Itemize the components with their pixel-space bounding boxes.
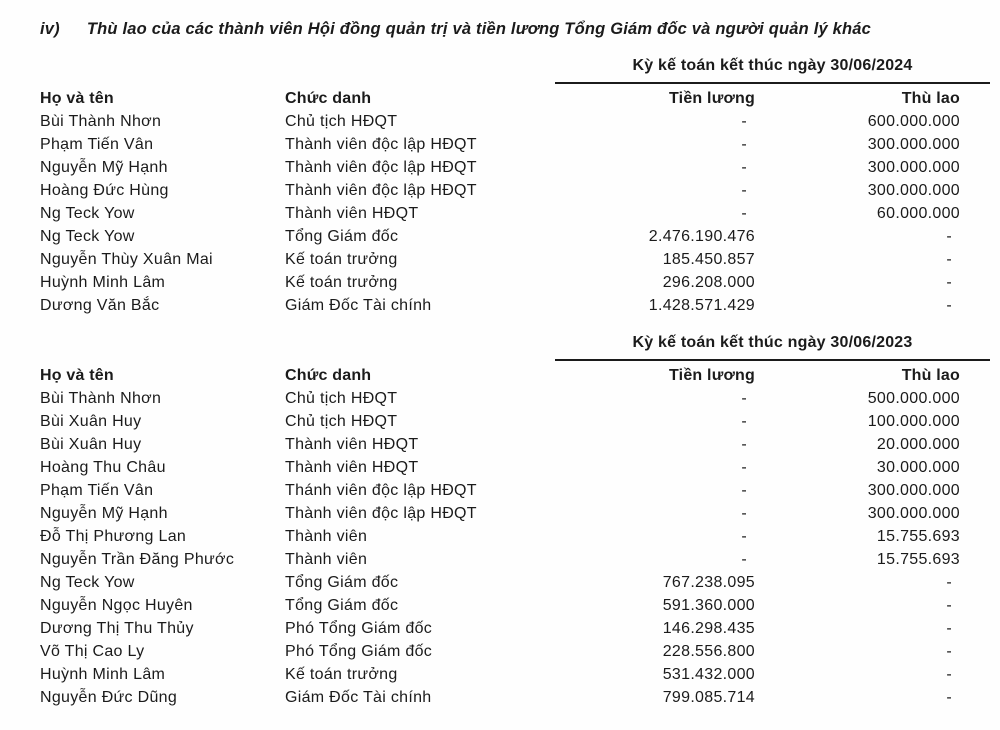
column-header-name: Họ và tên	[40, 367, 114, 384]
table-row	[40, 387, 990, 410]
cell-remuneration: -	[946, 643, 952, 660]
cell-salary: 146.298.435	[662, 620, 755, 637]
section-heading-index: iv)	[40, 20, 60, 38]
cell-position: Tổng Giám đốc	[285, 228, 399, 245]
cell-salary: -	[741, 390, 747, 407]
cell-position: Kế toán trưởng	[285, 274, 398, 291]
cell-name: Bùi Thành Nhơn	[40, 113, 162, 130]
cell-position: Tổng Giám đốc	[285, 574, 399, 591]
cell-salary: -	[741, 205, 747, 222]
cell-salary: 296.208.000	[662, 274, 755, 291]
table-row	[40, 617, 990, 640]
cell-remuneration: 300.000.000	[867, 505, 960, 522]
cell-position: Thành viên HĐQT	[285, 459, 419, 476]
cell-salary: -	[741, 436, 747, 453]
column-header-spacer	[960, 88, 990, 110]
table-row	[40, 410, 990, 433]
cell-salary: 1.428.571.429	[648, 297, 755, 314]
cell-remuneration: 60.000.000	[876, 205, 960, 222]
cell-salary: 228.556.800	[662, 643, 755, 660]
period-section-2024	[40, 56, 990, 317]
table-row	[40, 571, 990, 594]
table-row	[40, 225, 990, 248]
row-spacer	[960, 179, 990, 202]
row-spacer	[960, 456, 990, 479]
column-header-name: Họ và tên	[40, 90, 114, 107]
table-row	[40, 433, 990, 456]
cell-salary: -	[741, 505, 747, 522]
column-header-row	[40, 88, 990, 110]
cell-remuneration: 300.000.000	[867, 182, 960, 199]
cell-remuneration: -	[946, 620, 952, 637]
cell-remuneration: -	[946, 666, 952, 683]
cell-name: Võ Thị Cao Ly	[40, 643, 145, 660]
period-title: Kỳ kế toán kết thúc ngày 30/06/2023	[632, 334, 913, 351]
cell-name: Nguyễn Ngọc Huyên	[40, 597, 193, 614]
cell-salary: 591.360.000	[662, 597, 755, 614]
period-title: Kỳ kế toán kết thúc ngày 30/06/2024	[632, 57, 913, 74]
cell-name: Ng Teck Yow	[40, 574, 135, 591]
cell-name: Dương Văn Bắc	[40, 297, 160, 314]
cell-position: Thành viên độc lập HĐQT	[285, 182, 477, 199]
cell-salary: -	[741, 528, 747, 545]
table-row	[40, 248, 990, 271]
cell-name: Phạm Tiến Vân	[40, 482, 154, 499]
section-heading	[40, 18, 990, 40]
cell-name: Nguyễn Mỹ Hạnh	[40, 159, 168, 176]
cell-remuneration: -	[946, 297, 952, 314]
row-spacer	[960, 640, 990, 663]
table-row	[40, 156, 990, 179]
table-body-2024	[40, 110, 990, 317]
row-spacer	[960, 525, 990, 548]
cell-salary: -	[741, 182, 747, 199]
column-header-position: Chức danh	[285, 90, 372, 107]
cell-position: Thành viên	[285, 551, 368, 568]
cell-name: Đỗ Thị Phương Lan	[40, 528, 187, 545]
row-spacer	[960, 663, 990, 686]
cell-remuneration: -	[946, 228, 952, 245]
cell-name: Bùi Thành Nhơn	[40, 390, 162, 407]
cell-remuneration: -	[946, 574, 952, 591]
table-row	[40, 525, 990, 548]
cell-salary: -	[741, 136, 747, 153]
row-spacer	[960, 133, 990, 156]
table-row	[40, 502, 990, 525]
row-spacer	[960, 156, 990, 179]
row-spacer	[960, 271, 990, 294]
cell-salary: 185.450.857	[662, 251, 755, 268]
column-header-remuneration: Thù lao	[901, 367, 960, 384]
table-row	[40, 479, 990, 502]
column-header-position: Chức danh	[285, 367, 372, 384]
column-header-spacer	[960, 365, 990, 387]
cell-name: Hoàng Thu Châu	[40, 459, 166, 476]
section-heading-text: Thù lao của các thành viên Hội đồng quản trị và tiền lương Tổng Giám đốc và người quản lý khác	[86, 20, 872, 38]
cell-position: Thành viên	[285, 528, 368, 545]
cell-remuneration: 300.000.000	[867, 136, 960, 153]
cell-name: Ng Teck Yow	[40, 205, 135, 222]
row-spacer	[960, 502, 990, 525]
cell-salary: -	[741, 113, 747, 130]
cell-name: Nguyễn Thùy Xuân Mai	[40, 251, 213, 268]
cell-salary: 2.476.190.476	[648, 228, 755, 245]
table-row	[40, 456, 990, 479]
table-row	[40, 271, 990, 294]
row-spacer	[960, 410, 990, 433]
cell-remuneration: -	[946, 251, 952, 268]
cell-position: Thành viên độc lập HĐQT	[285, 136, 477, 153]
period-header-2024	[555, 56, 990, 84]
column-header-row	[40, 365, 990, 387]
cell-position: Giám Đốc Tài chính	[285, 297, 432, 314]
cell-position: Thành viên độc lập HĐQT	[285, 159, 477, 176]
row-spacer	[960, 202, 990, 225]
table-row	[40, 179, 990, 202]
row-spacer	[960, 387, 990, 410]
cell-position: Giám Đốc Tài chính	[285, 689, 432, 706]
row-spacer	[960, 479, 990, 502]
table-body-2023	[40, 387, 990, 709]
cell-name: Hoàng Đức Hùng	[40, 182, 169, 199]
row-spacer	[960, 248, 990, 271]
column-header-salary: Tiền lương	[669, 367, 755, 384]
cell-position: Kế toán trưởng	[285, 251, 398, 268]
cell-remuneration: -	[946, 689, 952, 706]
cell-salary: -	[741, 159, 747, 176]
table-row	[40, 133, 990, 156]
column-header-salary: Tiền lương	[669, 90, 755, 107]
cell-remuneration: 300.000.000	[867, 159, 960, 176]
period-section-2023	[40, 333, 990, 709]
cell-position: Thành viên HĐQT	[285, 436, 419, 453]
cell-salary: 767.238.095	[662, 574, 755, 591]
table-row	[40, 202, 990, 225]
cell-position: Chủ tịch HĐQT	[285, 390, 398, 407]
cell-position: Thành viên độc lập HĐQT	[285, 505, 477, 522]
cell-salary: -	[741, 482, 747, 499]
cell-name: Ng Teck Yow	[40, 228, 135, 245]
row-spacer	[960, 433, 990, 456]
cell-position: Phó Tổng Giám đốc	[285, 643, 433, 660]
cell-salary: -	[741, 459, 747, 476]
cell-name: Nguyễn Mỹ Hạnh	[40, 505, 168, 522]
column-header-remuneration: Thù lao	[901, 90, 960, 107]
row-spacer	[960, 686, 990, 709]
row-spacer	[960, 294, 990, 317]
row-spacer	[960, 548, 990, 571]
table-row	[40, 294, 990, 317]
cell-remuneration: -	[946, 597, 952, 614]
cell-position: Tổng Giám đốc	[285, 597, 399, 614]
cell-remuneration: -	[946, 274, 952, 291]
row-spacer	[960, 571, 990, 594]
cell-remuneration: 600.000.000	[867, 113, 960, 130]
row-spacer	[960, 617, 990, 640]
cell-position: Phó Tổng Giám đốc	[285, 620, 433, 637]
cell-salary: -	[741, 551, 747, 568]
cell-name: Nguyễn Trần Đăng Phước	[40, 551, 235, 568]
cell-salary: 799.085.714	[662, 689, 755, 706]
cell-remuneration: 20.000.000	[876, 436, 960, 453]
row-spacer	[960, 594, 990, 617]
cell-position: Chủ tịch HĐQT	[285, 413, 398, 430]
cell-remuneration: 30.000.000	[876, 459, 960, 476]
table-row	[40, 640, 990, 663]
cell-name: Nguyễn Đức Dũng	[40, 689, 178, 706]
cell-name: Phạm Tiến Vân	[40, 136, 154, 153]
cell-remuneration: 15.755.693	[876, 551, 960, 568]
cell-name: Bùi Xuân Huy	[40, 413, 142, 430]
table-row	[40, 686, 990, 709]
cell-remuneration: 100.000.000	[867, 413, 960, 430]
cell-remuneration: 300.000.000	[867, 482, 960, 499]
cell-salary: -	[741, 413, 747, 430]
row-spacer	[960, 225, 990, 248]
row-spacer	[960, 110, 990, 133]
cell-name: Huỳnh Minh Lâm	[40, 274, 166, 291]
table-row	[40, 548, 990, 571]
cell-name: Dương Thị Thu Thủy	[40, 620, 194, 637]
cell-name: Bùi Xuân Huy	[40, 436, 142, 453]
cell-name: Huỳnh Minh Lâm	[40, 666, 166, 683]
cell-remuneration: 15.755.693	[876, 528, 960, 545]
cell-position: Thành viên HĐQT	[285, 205, 419, 222]
table-row	[40, 110, 990, 133]
cell-position: Kế toán trưởng	[285, 666, 398, 683]
period-header-2023	[555, 333, 990, 361]
table-row	[40, 594, 990, 617]
cell-position: Chủ tịch HĐQT	[285, 113, 398, 130]
cell-remuneration: 500.000.000	[867, 390, 960, 407]
cell-salary: 531.432.000	[662, 666, 755, 683]
table-row	[40, 663, 990, 686]
cell-position: Thánh viên độc lập HĐQT	[285, 482, 477, 499]
